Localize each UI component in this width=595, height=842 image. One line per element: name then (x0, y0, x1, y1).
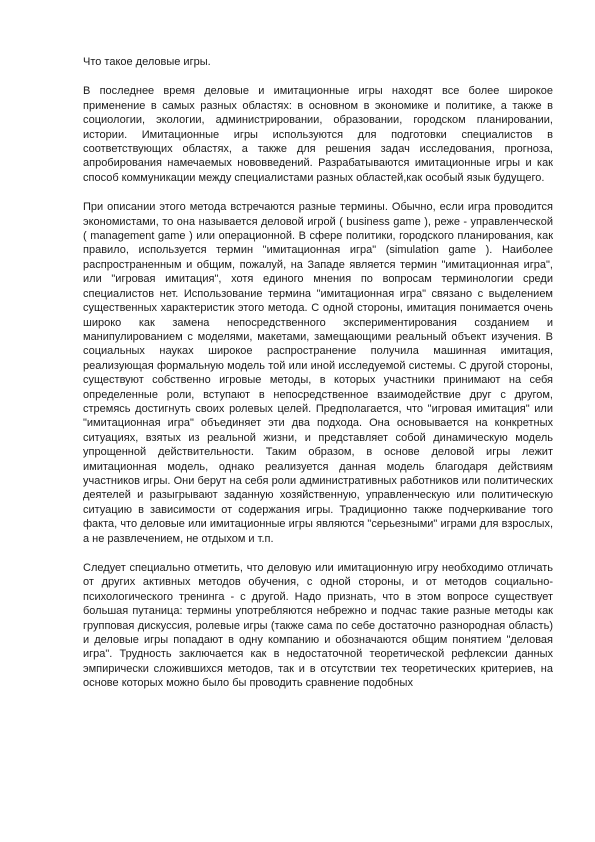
paragraph-2: При описании этого метода встречаются разные термины. Обычно, если игра проводится экономистами, то она называется деловой игрой ( business game ), реже - управленческой ( management game ) или операционной. В сфере политики, городского планирования, как правило, используется термин "имитационная игра" (simulation game ). Наиболее распространенным и общим, пожалуй, на Западе является термин "имитационная игра", или "игровая имитация", хотя единого мнения по вопросам терминологии среди специалистов нет. Использование термина "имитационная игра" связано с выделением существенных характеристик этого метода. С одной стороны, имитация понимается очень широко как замена непосредственного экспериментирования созданием и манипулированием с моделями, макетами, замещающими реальный объект изучения. В социальных науках широкое распространение получила машинная имитация, реализующая формальную модель той или иной исследуемой системы. С другой стороны, существуют собственно игровые методы, в которых участники принимают на себя определенные роли, вступают в непосредственное взаимодействие друг с другом, стремясь достигнуть своих ролевых целей. Предполагается, что "игровая имитация" или "имитационная игра" объединяет эти два подхода. Она основывается на конкретных ситуациях, взятых из реальной жизни, и представляет собой динамическую модель упрощенной действительности. Таким образом, в основе деловой игры лежит имитационная модель, однако реализуется данная модель благодаря действиям участников игры. Они берут на себя роли административных работников или политических деятелей и разыгрывают заданную хозяйственную, управленческую или политическую ситуацию в зависимости от содержания игры. Традиционно также подчеркивание того факта, что деловые или имитационные игры являются "серьезными" играми для взрослых, а не развлечением, не отдыхом и т.п. (83, 201, 553, 545)
paragraph-3: Следует специально отметить, что деловую или имитационную игру необходимо отличать от других активных методов обучения, с одной стороны, и от методов социально-психологического тренинга - с другой. Надо признать, что в этом вопросе существует большая путаница: термины употребляются небрежно и подчас такие разные методы как групповая дискуссия, ролевые игры (также сама по себе достаточно разнородная область) и деловые игры попадают в одну компанию и обозначаются общим понятием "деловая игра". Трудность заключается как в недостаточной теоретической рефлексии данных эмпирически сложившихся методов, так и в отсутствии тех теоретических критериев, на основе которых можно было бы проводить сравнение подобных (83, 562, 553, 690)
document-title: Что такое деловые игры. (83, 56, 211, 68)
document-page (83, 55, 553, 706)
paragraph-1: В последнее время деловые и имитационные игры находят все более широкое применение в самых разных областях: в основном в экономике и политике, а также в социологии, экологии, администрировании, образовании, городском планировании, истории. Имитационные игры используются для подготовки специалистов в соответствующих областях, а также для решения задач исследования, прогноза, апробирования намечаемых нововведений. Разрабатываются имитационные игры и как способ коммуникации между специалистами разных областей,как особый язык будущего. (83, 85, 553, 184)
